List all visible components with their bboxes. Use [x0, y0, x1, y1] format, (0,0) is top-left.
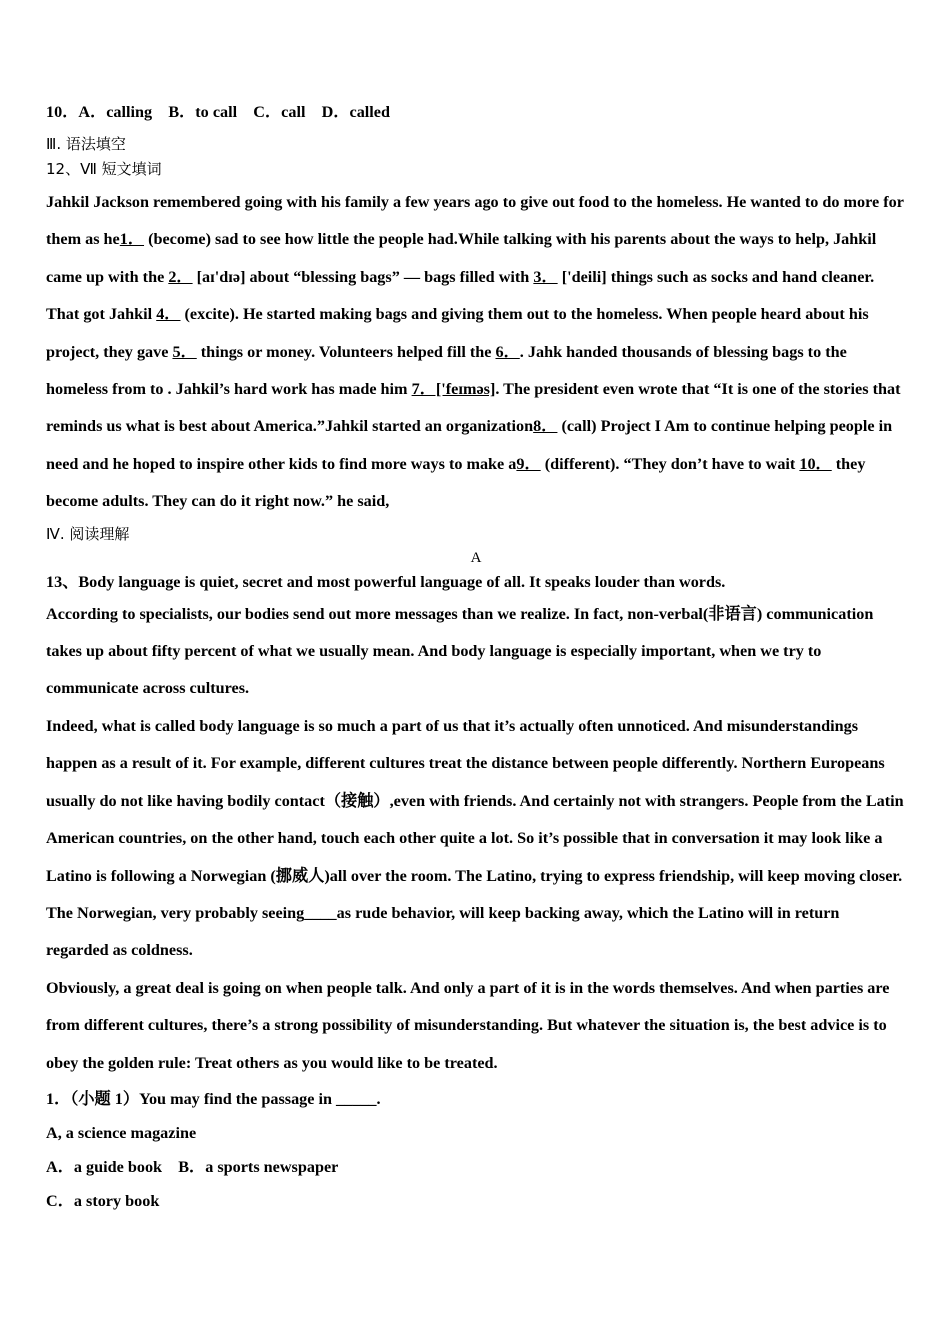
passage-label: A — [470, 549, 482, 566]
passage-text: (different). “They don’t have to wait — [540, 454, 800, 473]
passage-text: . Jahk handed thousands of blessing bags to the homeless from to . Jahkil’s hard work has made him — [46, 342, 847, 399]
option-b: B．to call — [168, 103, 238, 121]
blank-answer: 9． — [516, 454, 541, 473]
passage-text: ['deili] things such as socks and hand cleaner. That got Jahkil — [46, 267, 875, 324]
option-c: C．call — [253, 103, 306, 121]
blank-answer: 3． — [533, 267, 558, 286]
passage-text: (excite). He started making bags and giving them out to the homeless. When people heard about his project, they gave — [46, 305, 869, 361]
passage-text: they become adults. They can do it right now.” he said, — [46, 454, 866, 511]
blank-answer: 6． — [495, 342, 520, 361]
answer-option-line-2: A．a guide book B．a sports newspaper — [46, 1157, 339, 1176]
question-10-options — [46, 98, 906, 126]
question-13-intro: 13、Body language is quiet, secret and most powerful language of all. It speaks louder than words. — [46, 572, 726, 591]
passage-paragraph-2: Indeed, what is called body language is so much a part of us that it’s actually often unnoticed. And misunderstandings happen as a result of it. For example, different cultures treat the distance between people differently. Northern Europeans usually do not like having bodily contact（接触）,even with friends. And certainly not with strangers. People from the Latin American countries, on the other hand, touch each other quite a lot. So it’s possible that in conversation it may look like a Latino is following a Norwegian (挪威人)all over the room. The Latino, trying to express friendship, will keep moving closer. The Norwegian, very probably seeing____as rude behavior, will keep backing away, which the Latino will in return regarded as coldness. — [46, 716, 904, 960]
blank-answer: 5． — [172, 342, 197, 361]
option-d: D．called — [321, 103, 390, 121]
passage-text: (become) sad to see how little the people had.While talking with his parents about the ways to help, Jahkil came up with the — [46, 230, 877, 286]
passage-paragraph-1: According to specialists, our bodies send out more messages than we realize. In fact, non-verbal(非语言) communication takes up about fifty percent of what we usually mean. And body language is especially important, when we try to communicate across cultures. — [46, 604, 874, 698]
option-a: A．calling — [78, 103, 153, 121]
passage-text: . The president even wrote that “It is one of the stories that reminds us what is best about America.”Jahkil started an organization — [46, 380, 901, 436]
passage-text: Jahkil Jackson remembered going with his family a few years ago to give out food to the homeless. He wanted to do more for them as he — [46, 193, 904, 249]
blank-answer: 10． — [799, 454, 832, 473]
question-12-heading: 12、Ⅶ 短文填词 — [46, 160, 162, 178]
passage-12 — [46, 184, 906, 521]
blank-answer: 2． — [168, 267, 193, 286]
section-heading-reading: Ⅳ. 阅读理解 — [46, 524, 130, 543]
question-10-number: 10． — [46, 103, 79, 121]
answer-option-line-1: A, a science magazine — [46, 1123, 197, 1142]
blank-answer: 7．['feɪməs] — [411, 380, 496, 399]
document-page — [46, 98, 906, 1218]
blank-answer: 1． — [119, 230, 145, 249]
section-heading-grammar: Ⅲ. 语法填空 — [46, 135, 126, 153]
blank-answer: 4． — [156, 305, 181, 324]
answer-option-line-3: C．a story book — [46, 1191, 160, 1210]
sub-question-1: 1．（小题 1）You may find the passage in _____. — [46, 1089, 381, 1108]
passage-paragraph-3: Obviously, a great deal is going on when people talk. And only a part of it is in the words themselves. And when parties are from different cultures, there’s a strong possibility of misunderstanding. But whatever the situation is, the best advice is to obey the golden rule: Treat others as you would like to be treated. — [46, 978, 890, 1072]
passage-text: (call) Project I Am to continue helping people in need and he hoped to inspire other kids to find more ways to make a — [46, 417, 893, 473]
blank-answer: 8． — [533, 417, 558, 436]
passage-text: things or money. Volunteers helped fill the — [196, 342, 496, 361]
passage-text: [aɪ'dɪə] about “blessing bags” — bags filled with — [192, 267, 534, 286]
